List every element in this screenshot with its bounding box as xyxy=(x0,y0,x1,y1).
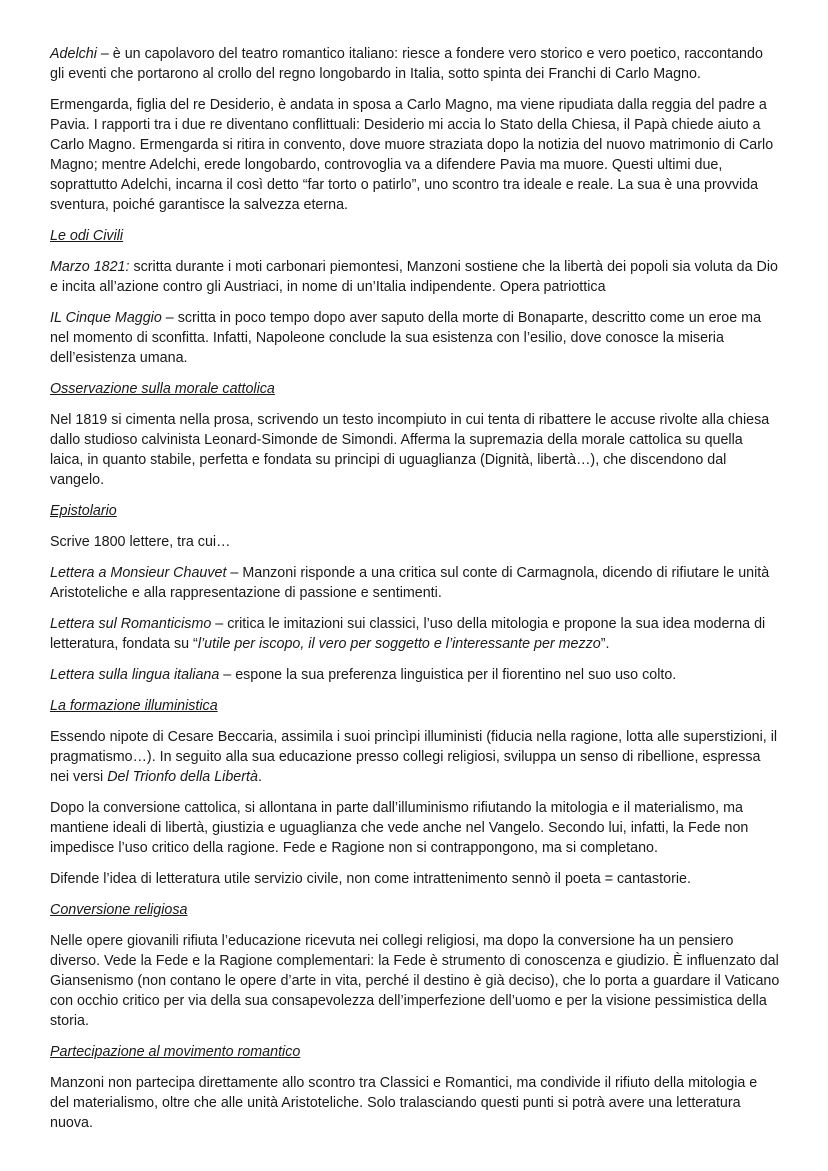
marzo-title: Marzo 1821: xyxy=(50,259,130,275)
formazione-p1-text: Essendo nipote di Cesare Beccaria, assimila i suoi princìpi illuministi (fiducia nella ragione, lotta alle superstizioni, il pragmatismo…). In seguito alla sua educazione presso collegi religiosi, sviluppa un senso di ribellione, espressa nei versi xyxy=(50,729,778,785)
epistolario-intro: Scrive 1800 lettere, tra cui… xyxy=(50,534,231,550)
romanticismo-end: ”. xyxy=(600,636,610,652)
trionfo-title: Del Trionfo della Libertà xyxy=(107,769,258,785)
lingua-paragraph xyxy=(50,665,780,685)
romanticismo-title: Lettera sul Romanticismo xyxy=(50,616,212,632)
formazione-paragraph-3: Difende l’idea di letteratura utile servizio civile, non come intrattenimento sennò il poeta = cantastorie. xyxy=(50,871,691,887)
maggio-text: – scritta in poco tempo dopo aver saputo della morte di Bonaparte, descritto come un eroe ma nel momento di sconfitta. Infatti, Napoleone conclude la sua esistenza con l’esilio, dove conosce la miseria dell’esistenza umana. xyxy=(50,310,762,366)
document-page xyxy=(50,44,780,1144)
epistolario-heading: Epistolario xyxy=(50,503,117,519)
formazione-heading: La formazione illuministica xyxy=(50,698,218,714)
lingua-text: – espone la sua preferenza linguistica per il fiorentino nel suo uso colto. xyxy=(219,667,677,683)
formazione-p1-end: . xyxy=(257,769,262,785)
romantico-heading: Partecipazione al movimento romantico xyxy=(50,1044,301,1060)
formazione-paragraph-2: Dopo la conversione cattolica, si allontana in parte dall’illuminismo rifiutando la mitologia e il materialismo, ma mantiene ideali di libertà, giustizia e uguaglianza che vede anche nel Vangelo. Secondo lui, infatti, la Fede non impedisce l’uso critico della ragione. Fede e Ragione non si contrappongono, ma si completano. xyxy=(50,800,749,856)
osservazione-paragraph: Nel 1819 si cimenta nella prosa, scrivendo un testo incompiuto in cui tenta di ribattere le accuse rivolte alla chiesa dallo studioso calvinista Leonard-Simonde de Simondi. Afferma la supremazia della morale cattolica su quella laica, in quanto stabile, perfetta e fondata su principi di uguaglianza (Dignità, libertà…), che discendono dal vangelo. xyxy=(50,412,770,488)
lingua-title: Lettera sulla lingua italiana xyxy=(50,667,220,683)
osservazione-heading: Osservazione sulla morale cattolica xyxy=(50,381,275,397)
chauvet-title: Lettera a Monsieur Chauvet xyxy=(50,565,227,581)
romanticismo-text: – critica le imitazioni sui classici, l’uso della mitologia e propone la sua idea moderna di letteratura, fondata su “ xyxy=(50,616,766,652)
romantico-paragraph: Manzoni non partecipa direttamente allo scontro tra Classici e Romantici, ma condivide il rifiuto della mitologia e del materialismo, oltre che alle unità Aristoteliche. Solo tralasciando questi punti si potrà avere una letteratura nuova. xyxy=(50,1075,758,1131)
adelchi-title: Adelchi xyxy=(50,46,97,62)
adelchi-plot-paragraph: Ermengarda, figlia del re Desiderio, è andata in sposa a Carlo Magno, ma viene ripudiata dalla reggia del padre a Pavia. I rapporti tra i due re diventano conflittuali: Desiderio mi accia lo Stato della Chiesa, il Papà chiede aiuto a Carlo Magno. Ermengarda si ritira in convento, dove muore straziata dopo la notizia del nuovo matrimonio di Carlo Magno; mentre Adelchi, erede longobardo, controvoglia va a difendere Pavia ma muore. Questi ultimi due, soprattutto Adelchi, incarna il così detto “far torto o patirlo”, uno scontro tra ideale e reale. La sua è una provvida sventura, poiché garantisce la salvezza eterna. xyxy=(50,97,774,213)
conversione-heading: Conversione religiosa xyxy=(50,902,188,918)
chauvet-text: – Manzoni risponde a una critica sul conte di Carmagnola, dicendo di rifiutare le unità Aristoteliche e alla rappresentazione di passione e sentimenti. xyxy=(50,565,770,601)
conversione-paragraph: Nelle opere giovanili rifiuta l’educazione ricevuta nei collegi religiosi, ma dopo la conversione ha un pensiero diverso. Vede la Fede e la Ragione complementari: la Fede è strumento di conoscenza e giudizio. È influenzato dal Giansenismo (non contano le opere d’arte in vita, perché il destino è già deciso), che lo porta a guardare il Vaticano con occhio critico per via della sua consapevolezza dell’imperfezione dell’uomo e per la visione pessimistica della storia. xyxy=(50,933,780,1029)
marzo-text: scritta durante i moti carbonari piemontesi, Manzoni sostiene che la libertà dei popoli sia voluta da Dio e incita all’azione contro gli Austriaci, in nome di un’Italia indipendente. Opera patriottica xyxy=(50,259,778,295)
maggio-title: IL Cinque Maggio xyxy=(50,310,162,326)
marzo-paragraph xyxy=(50,257,780,297)
chauvet-paragraph xyxy=(50,563,780,603)
adelchi-intro-text: – è un capolavoro del teatro romantico italiano: riesce a fondere vero storico e vero poetico, raccontando gli eventi che portarono al crollo del regno longobardo in Italia, sotto spinta dei Franchi di Carlo Magno. xyxy=(50,46,763,82)
maggio-paragraph xyxy=(50,308,780,368)
adelchi-intro-paragraph xyxy=(50,44,780,84)
romanticismo-paragraph xyxy=(50,614,780,654)
romanticismo-quote: l’utile per iscopo, il vero per soggetto e l’interessante per mezzo xyxy=(197,636,601,652)
formazione-paragraph-1 xyxy=(50,727,780,787)
odi-civili-heading: Le odi Civili xyxy=(50,228,124,244)
